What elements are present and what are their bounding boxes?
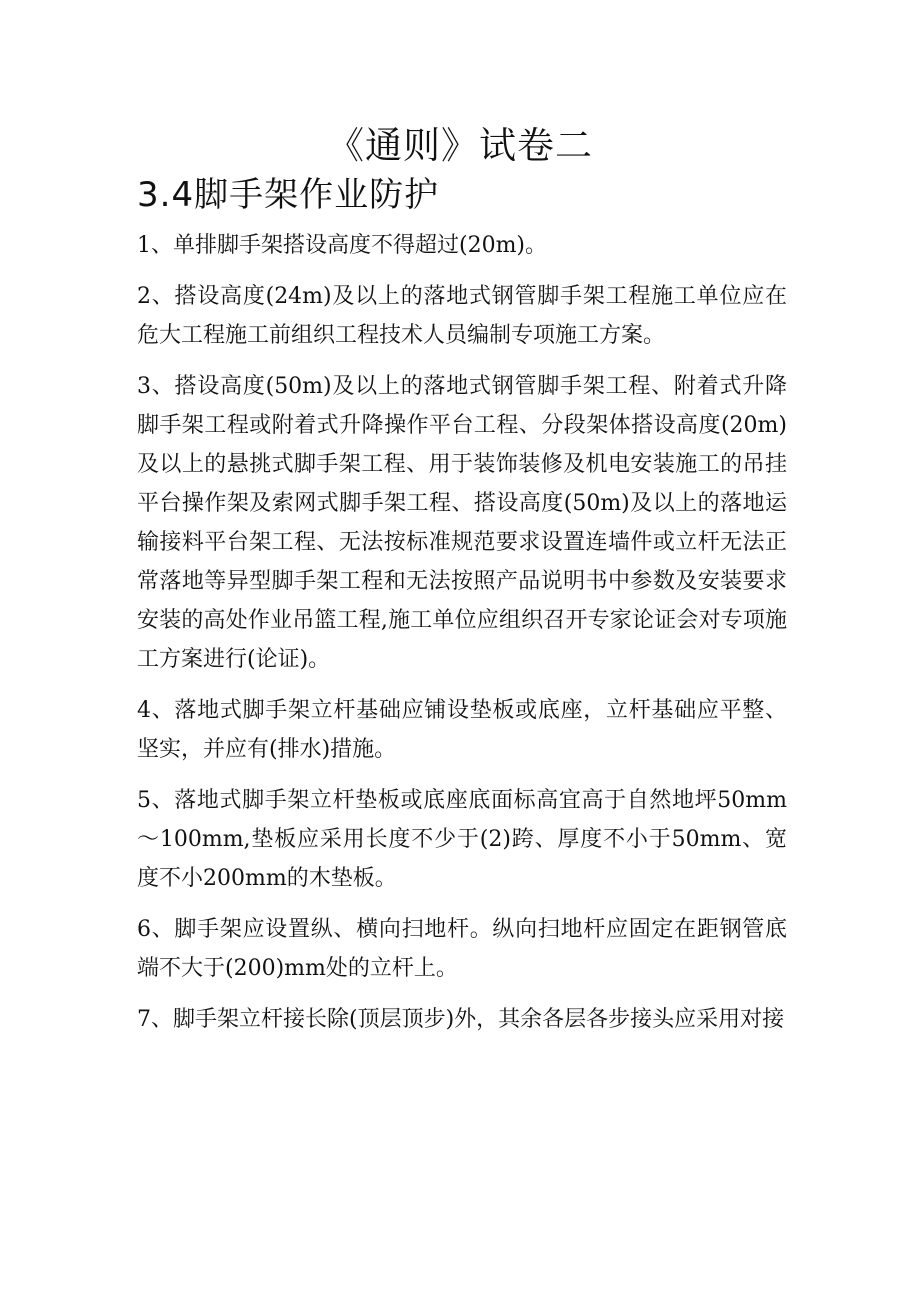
document-body — [137, 226, 787, 1051]
section-heading: 3.4脚手架作业防护 — [137, 175, 440, 215]
question-paragraph-6: 6、脚手架应设置纵、横向扫地杆。纵向扫地杆应固定在距钢管底端不大于(200)mm处的立杆上。 — [137, 917, 787, 981]
question-paragraph-2: 2、搭设高度(24m)及以上的落地式钢管脚手架工程施工单位应在危大工程施工前组织工程技术人员编制专项施工方案。 — [137, 284, 787, 348]
question-paragraph-7: 7、脚手架立杆接长除(顶层顶步)外，其余各层各步接头应采用对接 — [137, 1007, 785, 1032]
question-paragraph-1: 1、单排脚手架搭设高度不得超过(20m)。 — [137, 233, 548, 258]
document-title: 《通则》试卷二 — [327, 124, 593, 167]
question-paragraph-4: 4、落地式脚手架立杆基础应铺设垫板或底座，立杆基础应平整、坚实，并应有(排水)措施。 — [137, 698, 787, 762]
question-paragraph-3: 3、搭设高度(50m)及以上的落地式钢管脚手架工程、附着式升降脚手架工程或附着式升降操作平台工程、分段架体搭设高度(20m)及以上的悬挑式脚手架工程、用于装饰装修及机电安装施工的吊挂平台操作架及索网式脚手架工程、搭设高度(50m)及以上的落地运输接料平台架工程、无法按标准规范要求设置连墙件或立杆无法正常落地等异型脚手架工程和无法按照产品说明书中参数及安装要求安装的高处作业吊篮工程,施工单位应组织召开专家论证会对专项施工方案进行(论证)。 — [137, 374, 787, 672]
question-paragraph-5: 5、落地式脚手架立杆垫板或底座底面标高宜高于自然地坪50mm～100mm,垫板应采用长度不少于(2)跨、厚度不小于50mm、宽度不小200mm的木垫板。 — [137, 788, 787, 891]
